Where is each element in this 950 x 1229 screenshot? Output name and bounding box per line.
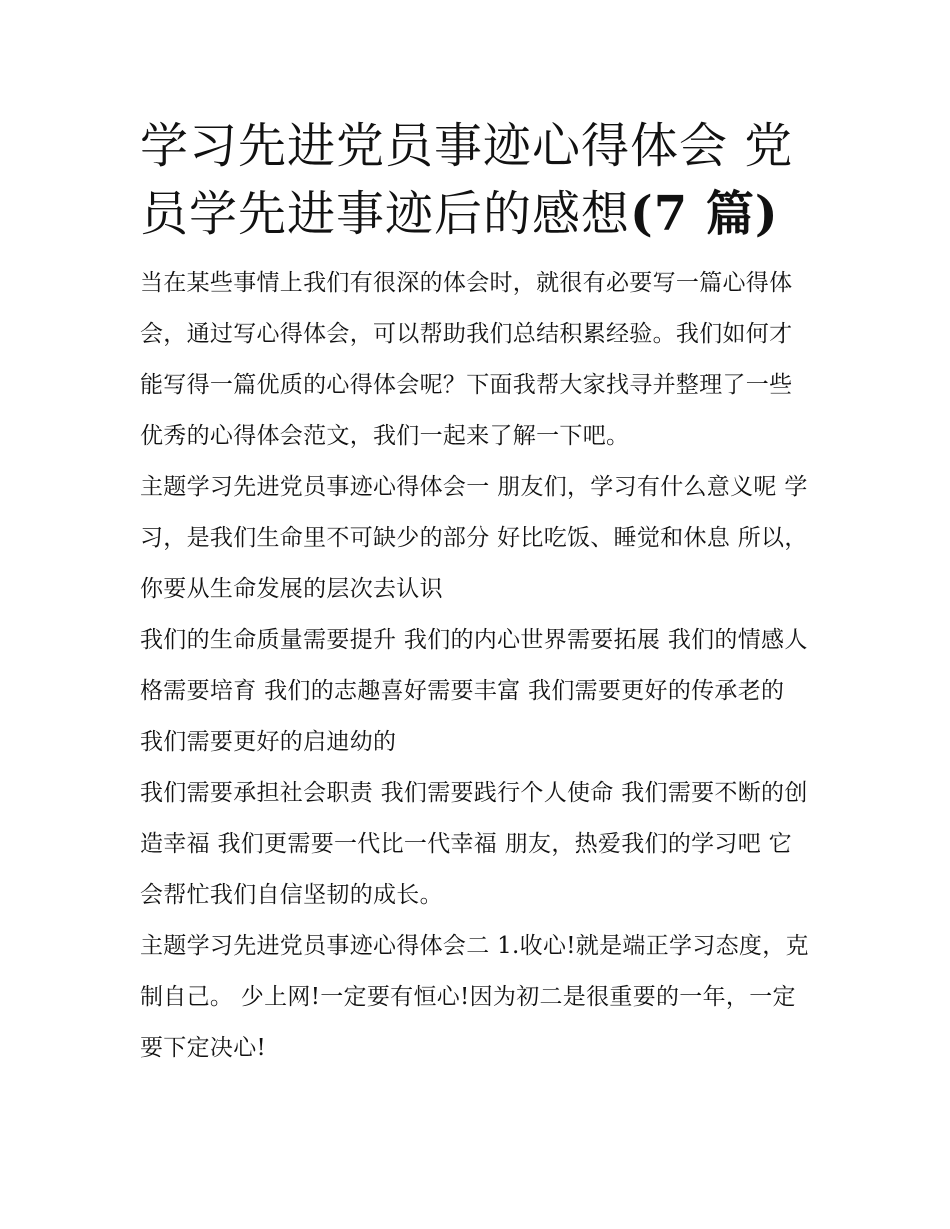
- body-paragraph-3: 我们需要承担社会职责 我们需要践行个人使命 我们需要不断的创造幸福 我们更需要一代比一代幸福 朋友，热爱我们的学习吧 它会帮忙我们自信坚韧的成长。: [140, 780, 808, 908]
- title-main-text: 学习先进党员事迹心得体会 党员学先进事迹后的感想: [140, 118, 794, 242]
- body-paragraph-4: 主题学习先进党员事迹心得体会二 1.收心!就是端正学习态度，克制自己。 少上网!一定要有恒心!因为初二是很重要的一年，一定要下定决心!: [140, 933, 809, 1061]
- title-suffix-text: (7 篇): [630, 186, 779, 242]
- body-paragraph-1: 主题学习先进党员事迹心得体会一 朋友们，学习有什么意义呢 学习，是我们生命里不可缺少的部分 好比吃饭、睡觉和休息 所以，你要从生命发展的层次去认识: [140, 474, 808, 602]
- document-content: [140, 112, 815, 1074]
- intro-paragraph: 当在某些事情上我们有很深的体会时，就很有必要写一篇心得体会，通过写心得体会，可以帮助我们总结积累经验。我们如何才能写得一篇优质的心得体会呢？下面我帮大家找寻并整理了一些优秀的心得体会范文，我们一起来了解一下吧。: [140, 270, 793, 449]
- document-title: [140, 112, 815, 248]
- body-paragraph-2: 我们的生命质量需要提升 我们的内心世界需要拓展 我们的情感人格需要培育 我们的志趣喜好需要丰富 我们需要更好的传承老的 我们需要更好的启迪幼的: [140, 627, 808, 755]
